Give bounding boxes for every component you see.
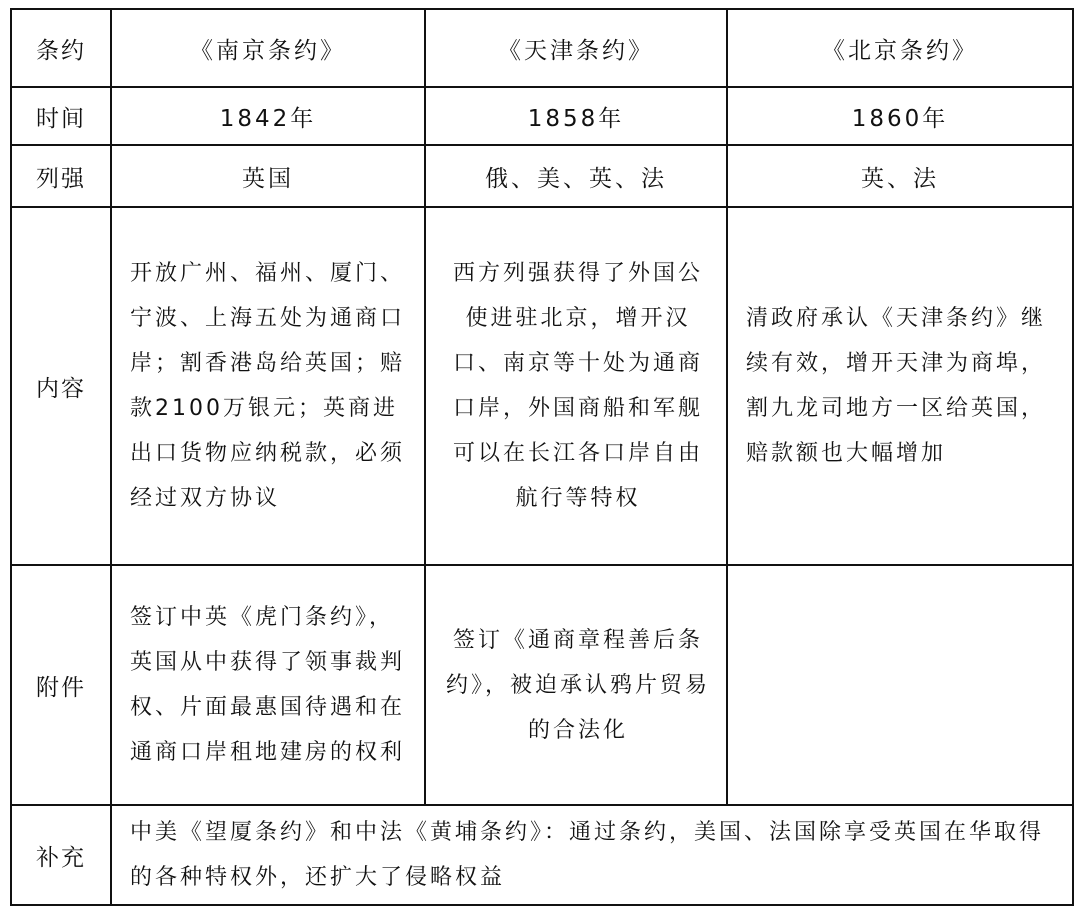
time-row (11, 87, 1073, 145)
powers-tianjin-cell: 俄、美、英、法 (425, 145, 727, 207)
time-beijing-cell: 1860年 (727, 87, 1073, 145)
supplement-label-cell: 补充 (11, 805, 111, 905)
supplement-text-cell: 中美《望厦条约》和中法《黄埔条约》：通过条约，美国、法国除享受英国在华取得的各种特权外，还扩大了侵略权益 (111, 805, 1073, 905)
content-row (11, 207, 1073, 565)
attachment-row (11, 565, 1073, 805)
content-beijing-cell: 清政府承认《天津条约》继续有效，增开天津为商埠，割九龙司地方一区给英国，赔款额也大幅增加 (727, 207, 1073, 565)
powers-row (11, 145, 1073, 207)
content-label-cell: 内容 (11, 207, 111, 565)
header-tianjin-cell: 《天津条约》 (425, 9, 727, 87)
time-tianjin-cell: 1858年 (425, 87, 727, 145)
time-nanjing-cell: 1842年 (111, 87, 425, 145)
treaty-comparison-table (10, 8, 1074, 906)
header-nanjing-cell: 《南京条约》 (111, 9, 425, 87)
content-nanjing-cell: 开放广州、福州、厦门、宁波、上海五处为通商口岸；割香港岛给英国；赔款2100万银元；英商进出口货物应纳税款，必须经过双方协议 (111, 207, 425, 565)
powers-label-cell: 列强 (11, 145, 111, 207)
powers-nanjing-cell: 英国 (111, 145, 425, 207)
header-row (11, 9, 1073, 87)
content-tianjin-cell: 西方列强获得了外国公使进驻北京，增开汉口、南京等十处为通商口岸，外国商船和军舰可以在长江各口岸自由航行等特权 (425, 207, 727, 565)
header-label-cell: 条约 (11, 9, 111, 87)
attachment-tianjin-cell: 签订《通商章程善后条约》，被迫承认鸦片贸易的合法化 (425, 565, 727, 805)
attachment-beijing-cell (727, 565, 1073, 805)
powers-beijing-cell: 英、法 (727, 145, 1073, 207)
attachment-nanjing-cell: 签订中英《虎门条约》，英国从中获得了领事裁判权、片面最惠国待遇和在通商口岸租地建房的权利 (111, 565, 425, 805)
attachment-label-cell: 附件 (11, 565, 111, 805)
time-label-cell: 时间 (11, 87, 111, 145)
header-beijing-cell: 《北京条约》 (727, 9, 1073, 87)
supplement-row (11, 805, 1073, 905)
